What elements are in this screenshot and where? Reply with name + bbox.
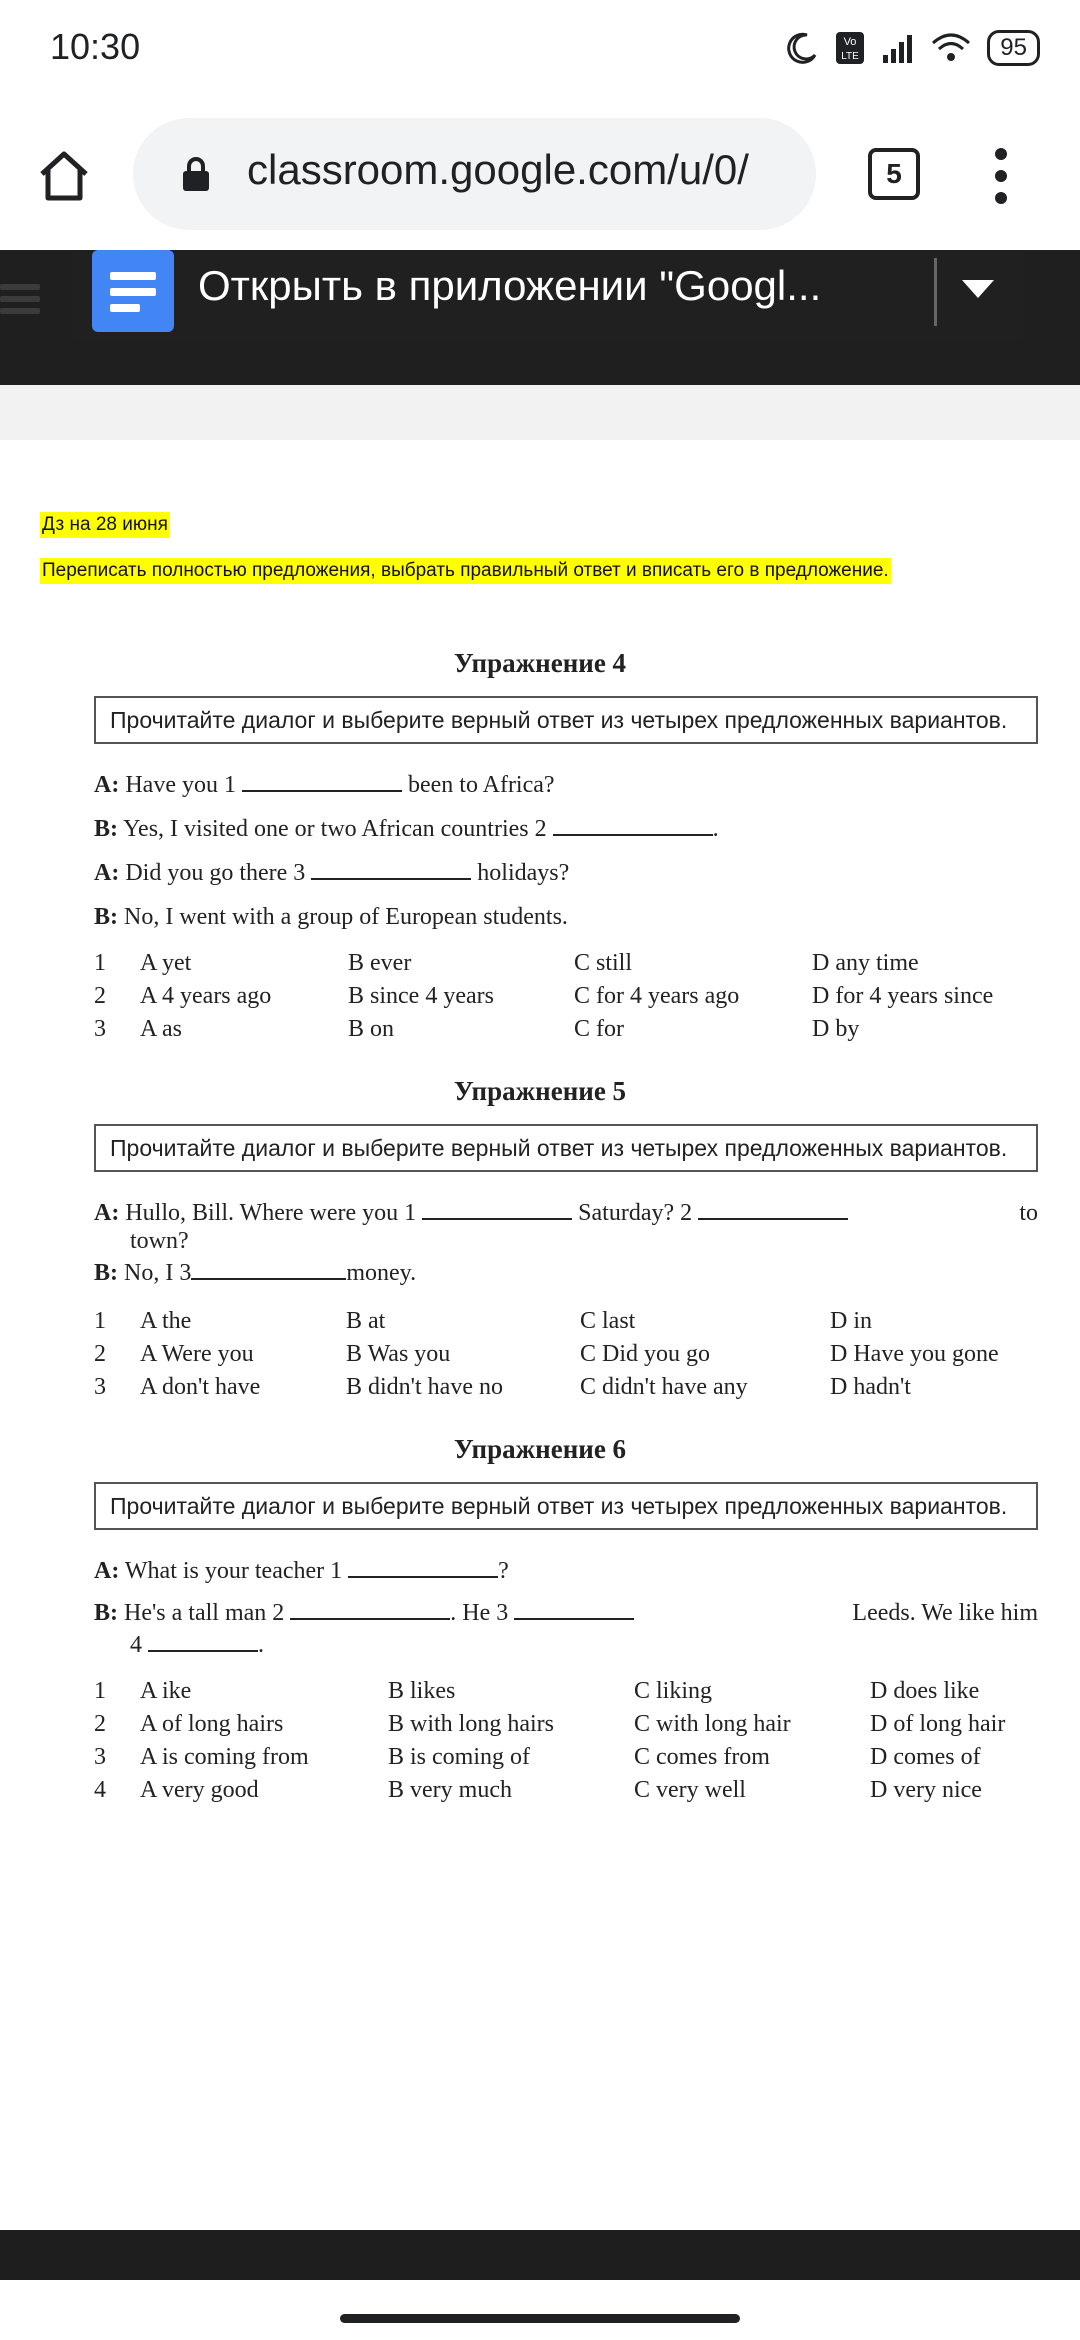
exercise-6-line-1: A: What is your teacher 1 ? (94, 1558, 509, 1584)
lock-icon (181, 156, 211, 192)
url-text[interactable]: classroom.google.com/u/0/ (247, 146, 749, 193)
nav-drawer-icon[interactable] (0, 278, 40, 342)
homework-title: Дз на 28 июня (40, 512, 170, 538)
exercise-6-title: Упражнение 6 (453, 1434, 627, 1464)
home-indicator[interactable] (340, 2314, 740, 2323)
home-icon[interactable] (34, 146, 94, 206)
status-time: 10:30 (50, 26, 141, 67)
exercise-5-options-1: 1 A the B at C last D in (94, 1308, 872, 1334)
exercise-6-line-2-cont: 4 . (130, 1632, 264, 1658)
svg-text:Vo: Vo (843, 36, 857, 48)
do-not-disturb-icon (785, 31, 819, 65)
address-bar[interactable] (133, 118, 816, 230)
classroom-header (0, 250, 1080, 385)
exercise-5-line-2: B: No, I 3 money. (94, 1260, 417, 1286)
exercise-5-title: Упражнение 5 (453, 1076, 627, 1106)
document-margin (0, 385, 1080, 440)
wifi-icon (931, 31, 971, 65)
volte-icon (835, 31, 865, 65)
exercise-6-options-4: 4 A very good B very much C very well D very nice (94, 1777, 982, 1803)
signal-icon (881, 31, 915, 65)
exercise-4-line-4: B: No, I went with a group of European students. (94, 904, 568, 930)
battery-indicator: 95 (987, 30, 1040, 66)
exercise-6-options-3: 3 A is coming from B is coming of C comes from D comes of (94, 1744, 981, 1770)
exercise-4-line-2: B: Yes, I visited one or two African countries 2 . (94, 816, 719, 842)
banner-divider (934, 258, 937, 326)
exercise-5-options-2: 2 A Were you B Was you C Did you go D Have you gone (94, 1341, 999, 1367)
exercise-4-instruction: Прочитайте диалог и выберите верный ответ из четырех предложенных вариантов. (94, 696, 1038, 744)
open-in-app-label[interactable]: Открыть в приложении "Googl... (198, 262, 822, 309)
exercise-6-options-1: 1 A ike B likes C liking D does like (94, 1678, 980, 1704)
exercise-6-line-2: B: He's a tall man 2 . He 3 Leeds. We like him (94, 1600, 1038, 1626)
bottom-toolbar (0, 2230, 1080, 2280)
exercise-4-line-3: A: Did you go there 3 holidays? (94, 860, 570, 886)
exercise-5-instruction: Прочитайте диалог и выберите верный ответ из четырех предложенных вариантов. (94, 1124, 1038, 1172)
google-docs-icon (92, 250, 174, 332)
status-icons (785, 26, 1040, 70)
exercise-5-line-1: A: Hullo, Bill. Where were you 1 Saturday? 2 to (94, 1200, 1038, 1226)
exercise-4-title: Упражнение 4 (453, 648, 627, 678)
exercise-6-instruction: Прочитайте диалог и выберите верный ответ из четырех предложенных вариантов. (94, 1482, 1038, 1530)
exercise-4-options-3: 3 A as B on C for D by (94, 1016, 860, 1042)
homework-task: Переписать полностью предложения, выбрать правильный ответ и вписать его в предложение. (40, 558, 891, 584)
browser-toolbar (0, 100, 1080, 250)
exercise-4-line-1: A: Have you 1 been to Africa? (94, 772, 555, 798)
exercise-4-options-1: 1 A yet B ever C still D any time (94, 950, 919, 976)
chevron-down-icon[interactable] (962, 280, 994, 298)
open-in-app-banner[interactable] (72, 250, 1024, 342)
exercise-5-options-3: 3 A don't have B didn't have no C didn't have any D hadn't (94, 1374, 911, 1400)
gesture-bar (0, 2280, 1080, 2340)
exercise-5-line-1-cont: town? (130, 1228, 189, 1254)
tab-switcher-button[interactable]: 5 (868, 148, 920, 200)
document-page (0, 440, 1080, 2230)
svg-text:LTE: LTE (841, 51, 860, 62)
status-bar (0, 0, 1080, 100)
exercise-4-options-2: 2 A 4 years ago B since 4 years C for 4 years ago D for 4 years since (94, 983, 994, 1009)
more-menu-icon[interactable] (986, 148, 1016, 204)
exercise-6-options-2: 2 A of long hairs B with long hairs C with long hair D of long hair (94, 1711, 1006, 1737)
